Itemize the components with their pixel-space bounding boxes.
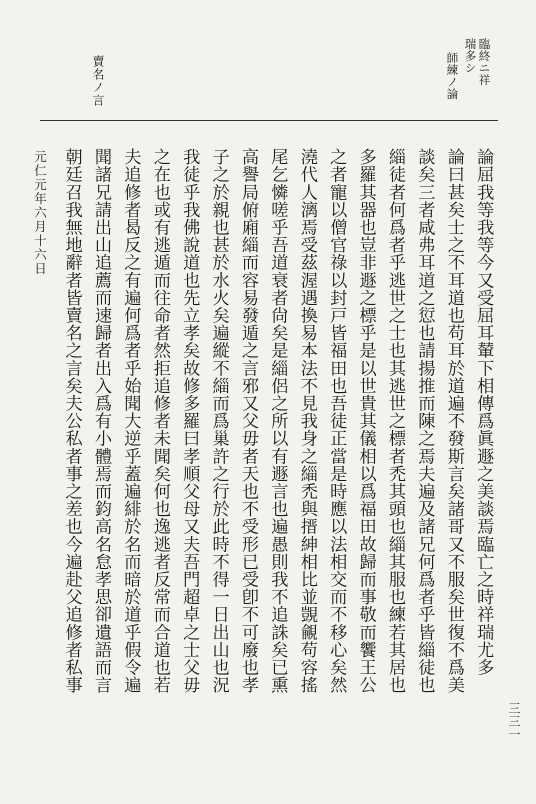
- page-number: 三三一: [507, 702, 521, 741]
- header-rule: [40, 120, 498, 121]
- text-column: 多羅其器也豈非遯之標乎是以世貴其儀相以爲福田故歸而事敬而饗王公: [355, 148, 376, 694]
- text-column: 夫追修者曷反之有遍何爲者乎始聞大逆乎蓋遍緋於名而暗於道乎假令遍: [120, 148, 141, 694]
- running-header-title: 賣名ノ言: [91, 55, 105, 107]
- text-column: 論曰甚矣士之不耳道也苟耳於道遍不發斯言矣諸哥又不服矣世復不爲美: [443, 148, 464, 694]
- text-column: 高譽局俯廂緇而容易發遁之言邪又父毋者天也不受形已受卽不可廢也孝: [238, 148, 258, 694]
- text-column: 聞諸兄請出山追薦而速歸者出入爲有小體焉而鈞高名怠孝思卻遺語而言: [91, 148, 111, 694]
- text-column: 澆代人漓焉受茲渥遇換易本法不見我身之緇禿與搢紳相比並覬覦苟容搖: [296, 148, 317, 694]
- margin-annotation: 臨終ニ祥: [477, 38, 492, 86]
- text-column: 之在也或有逃遁而往命者然拒追修者未聞矣何也逸逃者反常而合道也若: [149, 148, 170, 694]
- text-column: 論屈我等我等今又受屈耳輦下相傳爲眞遯之美談焉臨亡之時祥瑞尤多: [473, 148, 494, 676]
- date-line: 元仁元年六月十六日: [32, 150, 48, 276]
- text-column: 緇徒者何爲者乎逃世之士也其逃世之標者禿其頭也緇其服也練若其居也: [385, 148, 405, 694]
- margin-annotation: 瑞多シ: [463, 38, 478, 74]
- text-column: 我徒乎我佛說道也先立孝矣故修多羅曰孝順父母又夫吾門超卓之士父毋: [179, 148, 200, 694]
- text-column: 子之於親也甚於水火矣遍縱不緇而爲巢許之行於此時不得一日出山也況: [208, 148, 229, 694]
- text-column: 朝廷召我無地辭者皆賣名之言矣夫公私者事之差也今遍赴父追修者私事: [61, 148, 82, 694]
- margin-annotation: 師練ノ論: [445, 52, 460, 100]
- text-column: 尾乞憐嗟乎吾道衰者尙矣是緇侶之所以有遯言也遍愚則我不追誅矣已熏: [267, 148, 288, 694]
- text-column: 之者寵以僧官祿以封戸皆福田也吾徒正當是時應以法相交而不移心矣然: [326, 148, 347, 694]
- text-column: 談矣三者咸弗耳道之愆也請揚推而陳之焉夫遍及諸兄何爲者乎皆緇徒也: [414, 148, 435, 694]
